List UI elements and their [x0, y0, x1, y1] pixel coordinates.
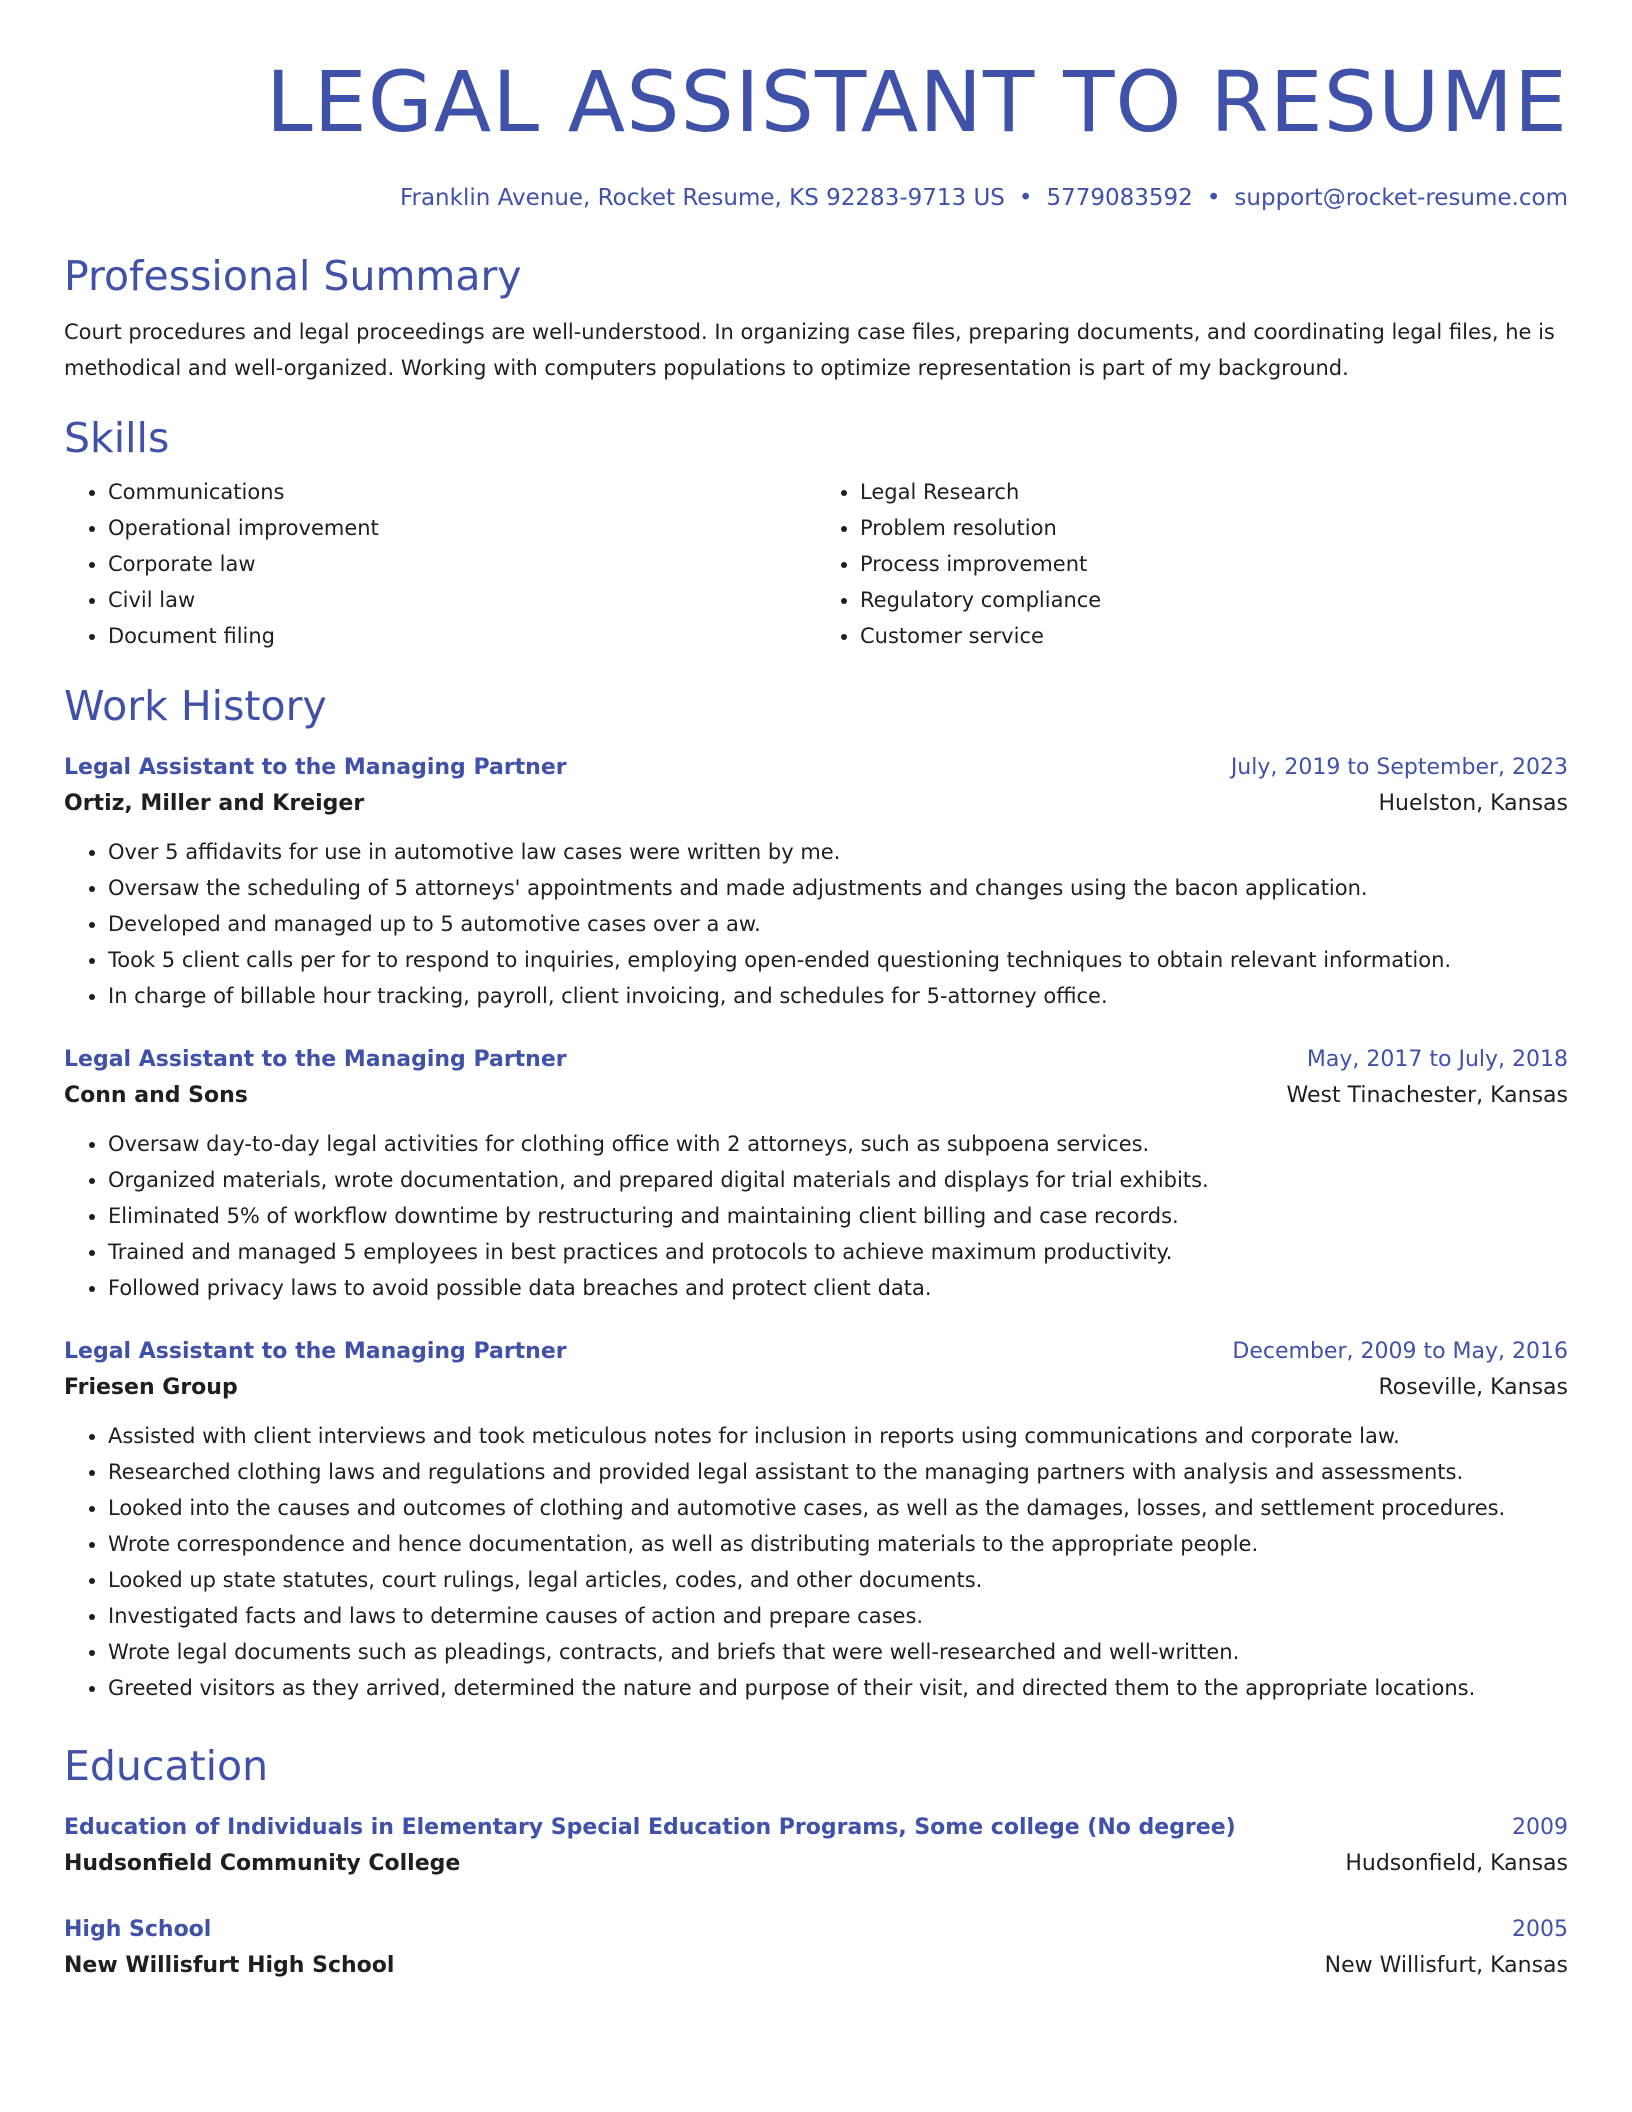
job-title: Legal Assistant to the Managing Partner — [64, 755, 567, 780]
job-bullets — [64, 834, 1568, 1014]
contact-separator: • — [1206, 185, 1221, 211]
summary-text: Court procedures and legal proceedings are well-understood. In organizing case files, preparing documents, and coordinating legal files, he is methodical and well-organized. Working with computers populations to optimize representation is part of my background. — [64, 320, 1555, 380]
job-bullet: • Developed and managed up to 5 automotive cases over a aw. — [108, 906, 1568, 942]
job-bullet: • Looked into the causes and outcomes of clothing and automotive cases, as well as the damages, losses, and settlement procedures. — [108, 1490, 1568, 1526]
job-title-row — [64, 1334, 1568, 1370]
skill-item: • Problem resolution — [860, 510, 1568, 546]
education-location: Hudsonfield, Kansas — [1345, 1851, 1568, 1876]
job-title: Legal Assistant to the Managing Partner — [64, 1047, 567, 1072]
skills-list — [64, 474, 1568, 654]
work-history-heading: Work History — [64, 682, 327, 730]
job-bullet: • Eliminated 5% of workflow downtime by restructuring and maintaining client billing and case records. — [108, 1198, 1568, 1234]
education-school: Hudsonfield Community College — [64, 1851, 461, 1876]
job-location: Huelston, Kansas — [1378, 791, 1568, 816]
job-location: Roseville, Kansas — [1378, 1375, 1568, 1400]
job-entry — [64, 1334, 1568, 1706]
job-dates: December, 2009 to May, 2016 — [1232, 1339, 1568, 1364]
education-location: New Willisfurt, Kansas — [1324, 1953, 1568, 1978]
job-company-row — [64, 1078, 1568, 1114]
skill-item: • Legal Research — [860, 474, 1568, 510]
skill-item: • Corporate law — [108, 546, 816, 582]
education-school: New Willisfurt High School — [64, 1953, 395, 1978]
job-company-row — [64, 1370, 1568, 1406]
job-location: West Tinachester, Kansas — [1286, 1083, 1568, 1108]
job-bullet: • Oversaw day-to-day legal activities for clothing office with 2 attorneys, such as subpoena services. — [108, 1126, 1568, 1162]
education-degree-row — [64, 1810, 1568, 1846]
job-bullet: • Wrote correspondence and hence documentation, as well as distributing materials to the appropriate people. — [108, 1526, 1568, 1562]
job-bullet: • Over 5 affidavits for use in automotive law cases were written by me. — [108, 834, 1568, 870]
job-company: Conn and Sons — [64, 1083, 248, 1108]
job-bullet: • Investigated facts and laws to determine causes of action and prepare cases. — [108, 1598, 1568, 1634]
education-year: 2005 — [1512, 1917, 1568, 1942]
education-heading: Education — [64, 1742, 269, 1790]
skill-item: • Civil law — [108, 582, 816, 618]
job-bullet: • Researched clothing laws and regulations and provided legal assistant to the managing partners with analysis and assessments. — [108, 1454, 1568, 1490]
job-bullet: • Greeted visitors as they arrived, determined the nature and purpose of their visit, and directed them to the appropriate locations. — [108, 1670, 1568, 1706]
contact-line — [64, 182, 1568, 214]
job-company: Friesen Group — [64, 1375, 238, 1400]
contact-separator: • — [1018, 185, 1033, 211]
skill-item: • Communications — [108, 474, 816, 510]
skill-item: • Regulatory compliance — [860, 582, 1568, 618]
education-entry — [64, 1912, 1568, 1984]
job-bullet: • Organized materials, wrote documentation, and prepared digital materials and displays for trial exhibits. — [108, 1162, 1568, 1198]
education-entry — [64, 1810, 1568, 1882]
job-title-row — [64, 750, 1568, 786]
job-dates: July, 2019 to September, 2023 — [1230, 755, 1568, 780]
education-degree: High School — [64, 1917, 212, 1942]
job-bullet: • Took 5 client calls per for to respond to inquiries, employing open-ended questioning techniques to obtain relevant information. — [108, 942, 1568, 978]
job-title-row — [64, 1042, 1568, 1078]
job-company: Ortiz, Miller and Kreiger — [64, 791, 365, 816]
education-degree-row — [64, 1912, 1568, 1948]
summary-heading: Professional Summary — [64, 252, 522, 300]
job-bullet: • Oversaw the scheduling of 5 attorneys' appointments and made adjustments and changes using the bacon application. — [108, 870, 1568, 906]
job-bullet: • Wrote legal documents such as pleadings, contracts, and briefs that were well-researched and well-written. — [108, 1634, 1568, 1670]
contact-phone: 5779083592 — [1046, 185, 1193, 211]
education-degree: Education of Individuals in Elementary Special Education Programs, Some college (No degree) — [64, 1815, 1236, 1840]
job-bullets — [64, 1418, 1568, 1706]
contact-email[interactable]: support@rocket-resume.com — [1234, 185, 1568, 211]
skill-item: • Document filing — [108, 618, 816, 654]
job-bullet: • Assisted with client interviews and took meticulous notes for inclusion in reports using communications and corporate law. — [108, 1418, 1568, 1454]
skill-item: • Operational improvement — [108, 510, 816, 546]
job-bullet: • In charge of billable hour tracking, payroll, client invoicing, and schedules for 5-attorney office. — [108, 978, 1568, 1014]
education-school-row — [64, 1846, 1568, 1882]
job-bullet: • Looked up state statutes, court rulings, legal articles, codes, and other documents. — [108, 1562, 1568, 1598]
job-entry — [64, 1042, 1568, 1306]
skills-heading: Skills — [64, 414, 170, 462]
job-bullet: • Trained and managed 5 employees in best practices and protocols to achieve maximum productivity. — [108, 1234, 1568, 1270]
resume-name: LEGAL ASSISTANT TO RESUME — [265, 53, 1568, 151]
skill-item: • Customer service — [860, 618, 1568, 654]
skill-item: • Process improvement — [860, 546, 1568, 582]
job-bullet: • Followed privacy laws to avoid possible data breaches and protect client data. — [108, 1270, 1568, 1306]
job-bullets — [64, 1126, 1568, 1306]
skills-column-left — [64, 474, 816, 654]
contact-address: Franklin Avenue, Rocket Resume, KS 92283-9713 US — [399, 185, 1005, 211]
education-school-row — [64, 1948, 1568, 1984]
job-title: Legal Assistant to the Managing Partner — [64, 1339, 567, 1364]
job-company-row — [64, 786, 1568, 822]
job-entry — [64, 750, 1568, 1014]
skills-column-right — [816, 474, 1568, 654]
job-dates: May, 2017 to July, 2018 — [1306, 1047, 1568, 1072]
education-year: 2009 — [1512, 1815, 1568, 1840]
